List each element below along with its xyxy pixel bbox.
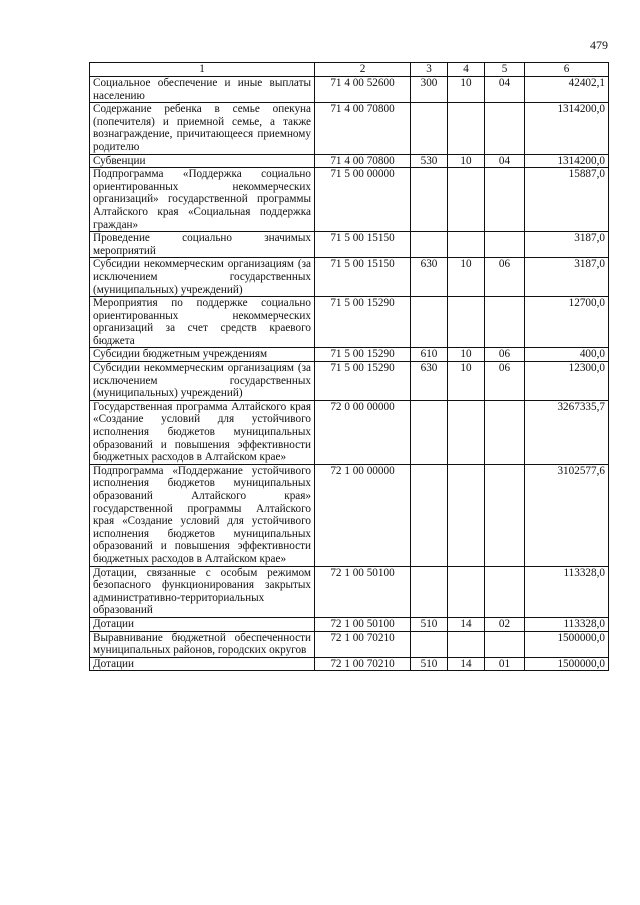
table-row <box>90 617 609 631</box>
row-name: Социальное обеспечение и иные выплаты населению <box>90 77 315 103</box>
table-row <box>90 348 609 362</box>
table-row <box>90 77 609 103</box>
row-col4 <box>448 464 485 566</box>
table-row <box>90 464 609 566</box>
header-col-1: 1 <box>90 63 315 77</box>
table-row <box>90 566 609 617</box>
row-code: 72 1 00 50100 <box>315 617 411 631</box>
row-name: Субсидии некоммерческим организациям (за исключением государственных (муниципальных) учреждений) <box>90 258 315 297</box>
row-amount: 113328,0 <box>525 566 609 617</box>
row-col4: 10 <box>448 154 485 168</box>
row-col5 <box>485 232 525 258</box>
row-col5 <box>485 464 525 566</box>
table-row <box>90 297 609 348</box>
row-name: Дотации <box>90 657 315 671</box>
row-name: Мероприятия по поддержке социально ориентированных некоммерческих организаций за счет средств краевого бюджета <box>90 297 315 348</box>
table-row <box>90 362 609 401</box>
row-name: Содержание ребенка в семье опекуна (попечителя) и приемной семье, а также вознаграждение, причитающееся приемному родителю <box>90 103 315 154</box>
row-col3: 630 <box>411 362 448 401</box>
row-name: Подпрограмма «Поддержание устойчивого исполнения бюджетов муниципальных образований Алтайского края» государственной программы Алтайского края «Создание условий для устойчивого исполнения бюджетов муниципальных образований и повышения эффективности бюджетных расходов в Алтайском крае» <box>90 464 315 566</box>
row-amount: 15887,0 <box>525 168 609 232</box>
table-row <box>90 400 609 464</box>
row-col3: 510 <box>411 617 448 631</box>
row-code: 72 1 00 50100 <box>315 566 411 617</box>
row-col4 <box>448 297 485 348</box>
row-col3 <box>411 168 448 232</box>
row-amount: 3102577,6 <box>525 464 609 566</box>
row-name: Субсидии бюджетным учреждениям <box>90 348 315 362</box>
row-amount: 12700,0 <box>525 297 609 348</box>
row-amount: 3267335,7 <box>525 400 609 464</box>
table-row <box>90 154 609 168</box>
table-row <box>90 657 609 671</box>
row-name: Подпрограмма «Поддержка социально ориентированных некоммерческих организаций» государственной программы Алтайского края «Социальная поддержка граждан» <box>90 168 315 232</box>
table-header-row <box>90 63 609 77</box>
row-amount: 3187,0 <box>525 258 609 297</box>
row-name: Дотации <box>90 617 315 631</box>
row-name: Субвенции <box>90 154 315 168</box>
row-col4 <box>448 631 485 657</box>
row-code: 71 5 00 15150 <box>315 258 411 297</box>
row-code: 72 0 00 00000 <box>315 400 411 464</box>
row-name: Государственная программа Алтайского края «Создание условий для устойчивого исполнения бюджетов муниципальных образований и повышения эффективности бюджетных расходов в Алтайском крае» <box>90 400 315 464</box>
row-code: 71 4 00 70800 <box>315 103 411 154</box>
row-col5: 06 <box>485 258 525 297</box>
row-code: 72 1 00 70210 <box>315 631 411 657</box>
row-col4 <box>448 103 485 154</box>
header-col-6: 6 <box>525 63 609 77</box>
header-col-5: 5 <box>485 63 525 77</box>
row-col5: 06 <box>485 362 525 401</box>
row-amount: 1314200,0 <box>525 103 609 154</box>
row-col4: 10 <box>448 348 485 362</box>
row-col4 <box>448 232 485 258</box>
row-code: 71 5 00 15290 <box>315 297 411 348</box>
row-col3 <box>411 297 448 348</box>
row-name: Выравнивание бюджетной обеспеченности муниципальных районов, городских округов <box>90 631 315 657</box>
row-amount: 3187,0 <box>525 232 609 258</box>
page-number: 479 <box>590 38 608 52</box>
table-row <box>90 258 609 297</box>
row-amount: 113328,0 <box>525 617 609 631</box>
header-col-2: 2 <box>315 63 411 77</box>
table-row <box>90 631 609 657</box>
header-col-3: 3 <box>411 63 448 77</box>
row-amount: 1500000,0 <box>525 631 609 657</box>
row-col3 <box>411 400 448 464</box>
row-col3 <box>411 631 448 657</box>
row-amount: 12300,0 <box>525 362 609 401</box>
row-col5: 02 <box>485 617 525 631</box>
row-code: 71 5 00 15150 <box>315 232 411 258</box>
row-code: 72 1 00 00000 <box>315 464 411 566</box>
row-code: 71 5 00 15290 <box>315 348 411 362</box>
row-col4 <box>448 566 485 617</box>
row-code: 71 5 00 00000 <box>315 168 411 232</box>
row-col5 <box>485 168 525 232</box>
row-col4: 10 <box>448 258 485 297</box>
row-col4: 10 <box>448 77 485 103</box>
row-col5 <box>485 400 525 464</box>
row-col5: 06 <box>485 348 525 362</box>
row-col4 <box>448 168 485 232</box>
row-col4: 14 <box>448 657 485 671</box>
row-col3 <box>411 103 448 154</box>
row-col5: 04 <box>485 154 525 168</box>
row-col4: 14 <box>448 617 485 631</box>
table-row <box>90 232 609 258</box>
row-col5 <box>485 566 525 617</box>
row-col3: 510 <box>411 657 448 671</box>
row-col3: 610 <box>411 348 448 362</box>
row-col3 <box>411 232 448 258</box>
row-code: 72 1 00 70210 <box>315 657 411 671</box>
row-name: Дотации, связанные с особым режимом безопасного функционирования закрытых административно-территориальных образований <box>90 566 315 617</box>
table-body <box>90 77 609 671</box>
row-col5: 04 <box>485 77 525 103</box>
row-col3: 300 <box>411 77 448 103</box>
row-name: Субсидии некоммерческим организациям (за исключением государственных (муниципальных) учреждений) <box>90 362 315 401</box>
row-col3: 530 <box>411 154 448 168</box>
row-col3 <box>411 464 448 566</box>
row-code: 71 4 00 70800 <box>315 154 411 168</box>
header-col-4: 4 <box>448 63 485 77</box>
table-row <box>90 103 609 154</box>
table-row <box>90 168 609 232</box>
row-col5 <box>485 631 525 657</box>
row-col3: 630 <box>411 258 448 297</box>
row-col4 <box>448 400 485 464</box>
row-amount: 1500000,0 <box>525 657 609 671</box>
row-col3 <box>411 566 448 617</box>
row-code: 71 5 00 15290 <box>315 362 411 401</box>
row-name: Проведение социально значимых мероприятий <box>90 232 315 258</box>
row-col5 <box>485 103 525 154</box>
budget-table <box>89 62 609 671</box>
row-col5 <box>485 297 525 348</box>
row-amount: 1314200,0 <box>525 154 609 168</box>
row-col5: 01 <box>485 657 525 671</box>
row-amount: 400,0 <box>525 348 609 362</box>
row-amount: 42402,1 <box>525 77 609 103</box>
row-col4: 10 <box>448 362 485 401</box>
row-code: 71 4 00 52600 <box>315 77 411 103</box>
